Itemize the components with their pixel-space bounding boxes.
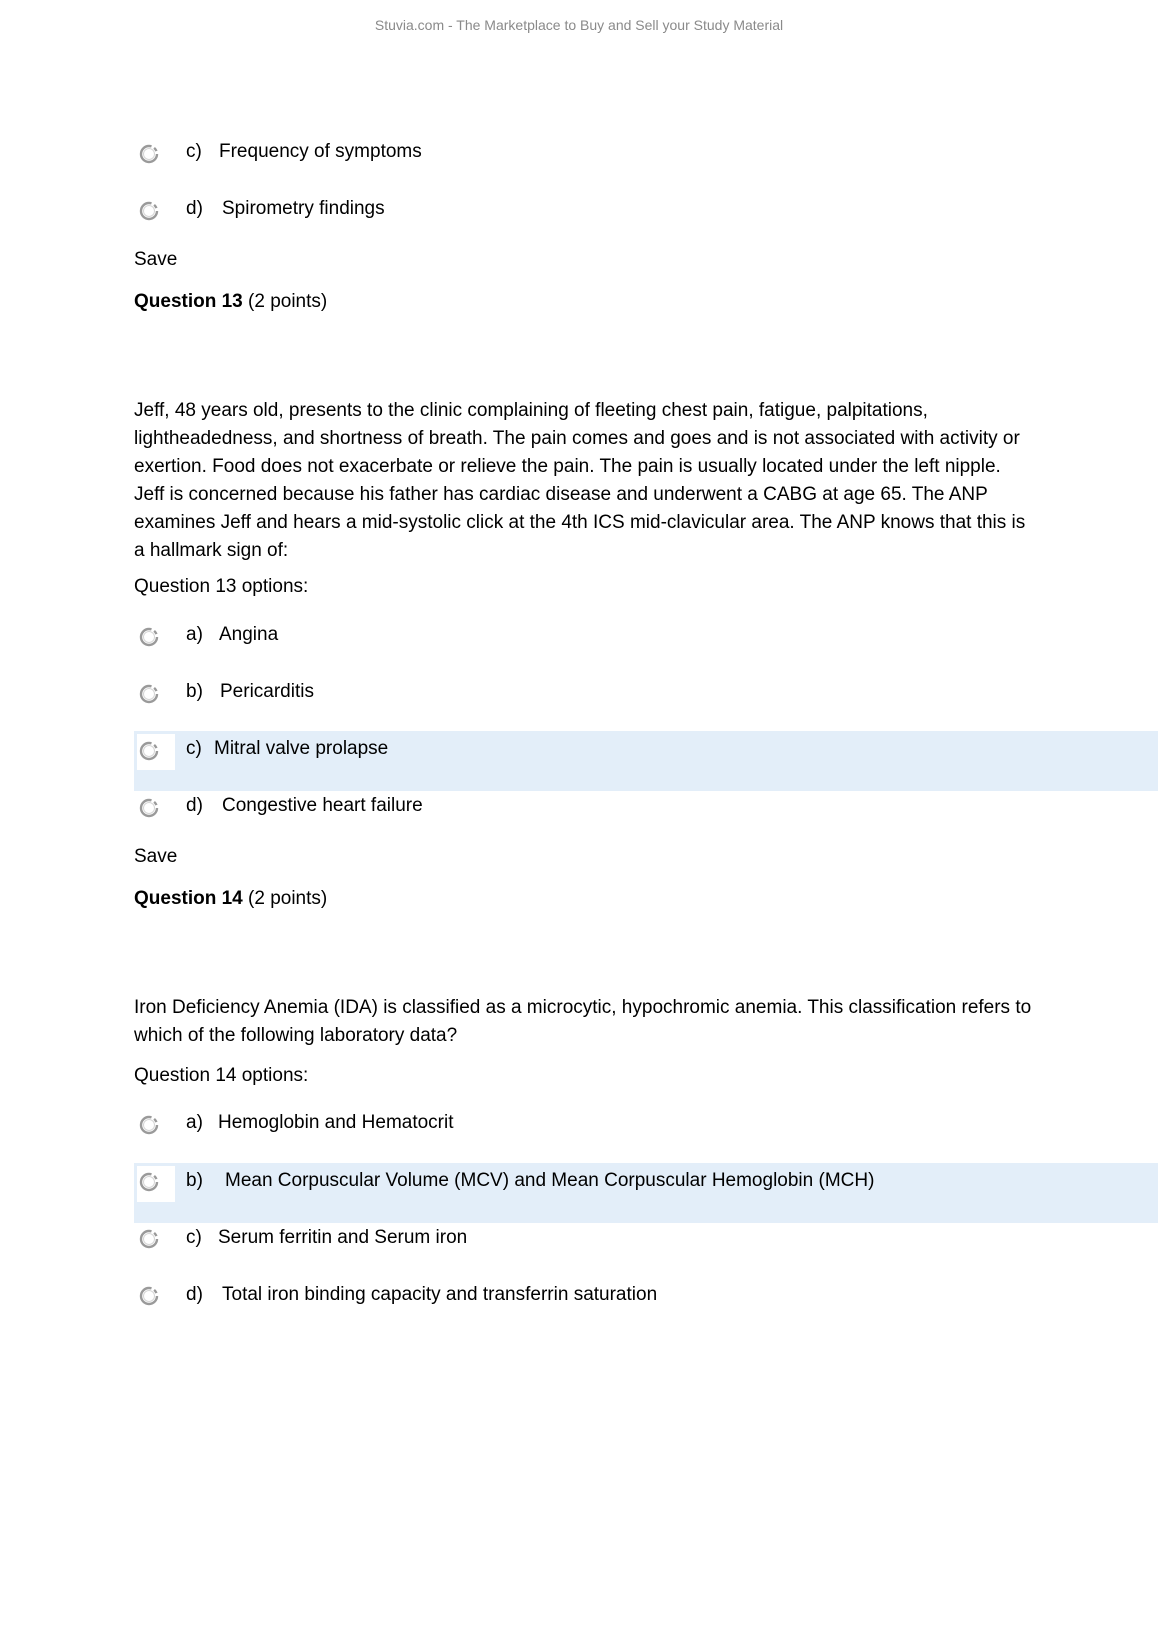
option-text: Angina — [219, 624, 279, 645]
question-14-title — [134, 885, 327, 913]
radio-button[interactable] — [138, 1285, 160, 1307]
option-text: Mean Corpuscular Volume (MCV) and Mean Corpuscular Hemoglobin (MCH) — [225, 1170, 875, 1191]
radio-button[interactable] — [138, 683, 160, 705]
question-points: (2 points) — [248, 888, 328, 909]
question-number: Question 14 — [134, 888, 243, 909]
radio-button[interactable] — [138, 626, 160, 648]
question-13-body: Jeff, 48 years old, presents to the clinic complaining of fleeting chest pain, fatigue, palpitations, lightheadedness, and shortness of breath. The pain comes and goes and is not associated with activity or exertion. Food does not exacerbate or relieve the pain. The pain is usually located under the left nipple. Jeff is concerned because his father has cardiac disease and underwent a CABG at age 65. The ANP examines Jeff and hears a mid-systolic click at the 4th ICS mid-clavicular area. The ANP knows that this is a hallmark sign of: — [134, 400, 1026, 561]
option-text: Spirometry findings — [222, 198, 385, 219]
radio-button-selected[interactable] — [138, 1171, 160, 1193]
option-text: Frequency of symptoms — [219, 141, 422, 162]
save-button[interactable]: Save — [134, 846, 178, 867]
question-points: (2 points) — [248, 291, 328, 312]
option-letter: c) — [186, 738, 202, 759]
option-letter: d) — [186, 1284, 203, 1305]
radio-button[interactable] — [138, 1114, 160, 1136]
radio-button-selected[interactable] — [138, 740, 160, 762]
option-letter: b) — [186, 1170, 203, 1191]
question-13-title — [134, 288, 327, 316]
question-14-options-label: Question 14 options: — [134, 1065, 309, 1086]
radio-button[interactable] — [138, 1228, 160, 1250]
radio-button[interactable] — [138, 200, 160, 222]
option-letter: b) — [186, 681, 203, 702]
radio-button[interactable] — [138, 143, 160, 165]
question-13-options-label: Question 13 options: — [134, 576, 309, 597]
option-letter: a) — [186, 624, 203, 645]
option-text: Total iron binding capacity and transferrin saturation — [222, 1284, 658, 1305]
option-text: Hemoglobin and Hematocrit — [218, 1112, 454, 1133]
option-text: Serum ferritin and Serum iron — [218, 1227, 468, 1248]
radio-button[interactable] — [138, 797, 160, 819]
option-letter: d) — [186, 795, 203, 816]
option-letter: d) — [186, 198, 203, 219]
question-14-body: Iron Deficiency Anemia (IDA) is classified as a microcytic, hypochromic anemia. This classification refers to which of the following laboratory data? — [134, 997, 1032, 1046]
page-header: Stuvia.com - The Marketplace to Buy and Sell your Study Material — [374, 17, 784, 33]
option-text: Congestive heart failure — [222, 795, 423, 816]
option-letter: a) — [186, 1112, 203, 1133]
option-letter: c) — [186, 141, 202, 162]
save-button[interactable]: Save — [134, 249, 178, 270]
option-text: Pericarditis — [220, 681, 314, 702]
question-number: Question 13 — [134, 291, 243, 312]
option-letter: c) — [186, 1227, 202, 1248]
option-text: Mitral valve prolapse — [214, 738, 389, 759]
